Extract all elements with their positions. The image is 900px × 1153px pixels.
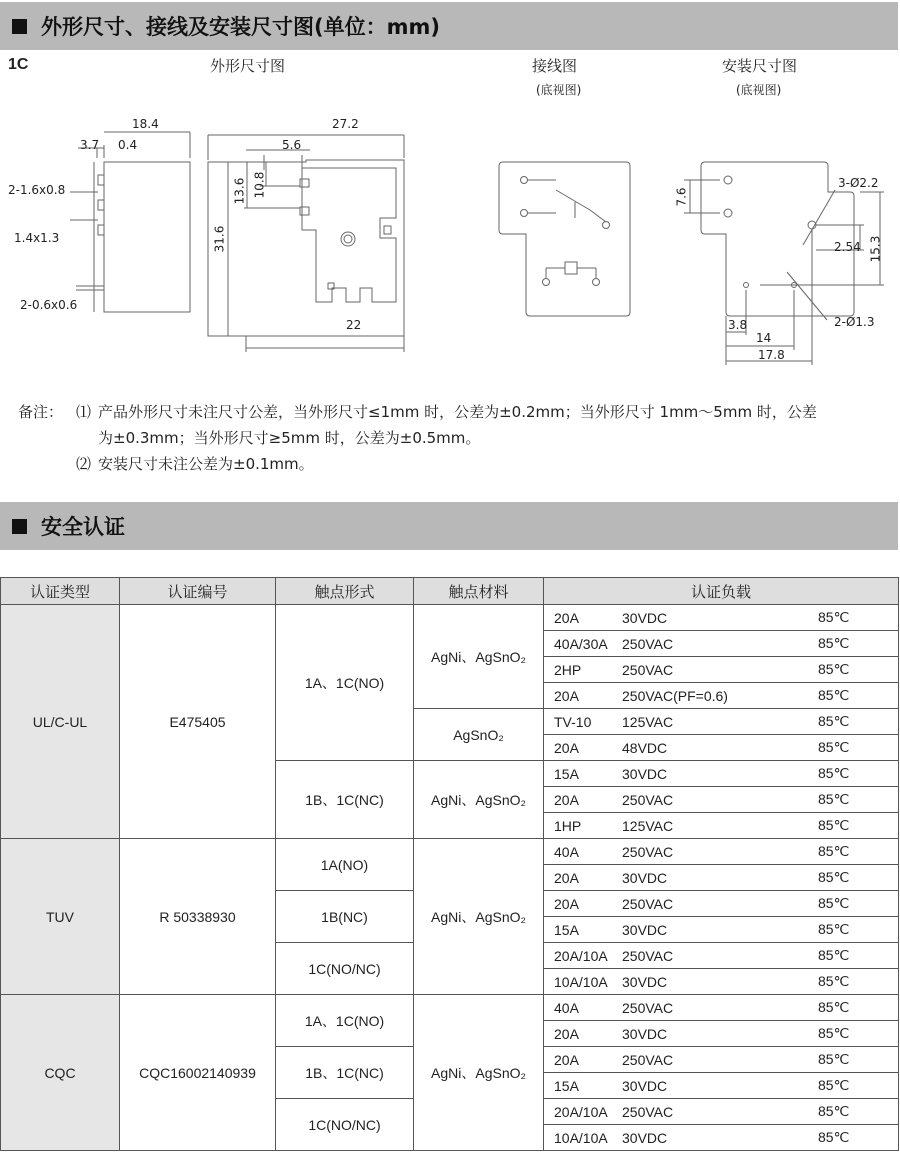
section-header-certification	[0, 502, 898, 550]
cert-number-tuv: R 50338930	[120, 839, 276, 995]
dim-label: 31.6	[212, 225, 227, 253]
dim-label: 0.4	[118, 138, 138, 152]
square-bullet-icon	[12, 19, 27, 34]
dim-label: 13.6	[232, 177, 247, 205]
note-number: ⑵	[76, 455, 92, 473]
contact-form: 1A、1C(NO)	[276, 605, 414, 761]
certification-table	[0, 577, 899, 1151]
load-cell: 20A 30VDC 85℃	[544, 605, 899, 631]
dim-label: 2-1.6x0.8	[8, 183, 66, 197]
load-cell: 20A 250VAC 85℃	[544, 787, 899, 813]
model-label: 1C	[8, 56, 29, 73]
load-cell: 20A 30VDC 85℃	[544, 865, 899, 891]
wiring-subtitle: (底视图)	[536, 83, 582, 97]
dim-label: 18.4	[132, 117, 159, 131]
contact-form: 1B、1C(NC)	[276, 761, 414, 839]
note-1-line-2: 为±0.3mm；当外形尺寸≥5mm 时，公差为±0.5mm。	[98, 429, 481, 447]
dim-label: 17.8	[758, 348, 785, 362]
contact-material: AgNi、AgSnO₂	[414, 605, 544, 709]
load-cell: 40A/30A 250VAC 85℃	[544, 631, 899, 657]
dim-label: 3.7	[80, 138, 100, 152]
load-cell: 10A/10A 30VDC 85℃	[544, 1125, 899, 1151]
load-cell: 20A 250VAC 85℃	[544, 891, 899, 917]
table-header-row	[1, 578, 899, 605]
load-cell: 40A 250VAC 85℃	[544, 839, 899, 865]
dim-label: 22	[346, 318, 362, 332]
notes-prefix: 备注：	[18, 403, 64, 421]
contact-form: 1A(NO)	[276, 839, 414, 891]
dim-label: 2.54	[834, 240, 861, 254]
wiring-outline	[499, 162, 630, 316]
mount-subtitle: (底视图)	[736, 83, 782, 97]
contact-form: 1B、1C(NC)	[276, 1047, 414, 1099]
mount-title: 安装尺寸图	[722, 57, 798, 75]
contact-material: AgNi、AgSnO₂	[414, 995, 544, 1151]
header-contact-material: 触点材料	[414, 578, 544, 605]
contact-form: 1A、1C(NO)	[276, 995, 414, 1047]
cert-type-cqc: CQC	[1, 995, 120, 1151]
square-bullet-icon	[12, 519, 27, 534]
contact-material: AgNi、AgSnO₂	[414, 839, 544, 995]
cert-type-tuv: TUV	[1, 839, 120, 995]
dim-label: 7.6	[674, 187, 689, 207]
dim-label: 2-Ø1.3	[834, 315, 875, 329]
header-cert-type: 认证类型	[1, 578, 120, 605]
mount-outline	[701, 162, 854, 316]
load-cell: 20A/10A 250VAC 85℃	[544, 943, 899, 969]
load-cell: 40A 250VAC 85℃	[544, 995, 899, 1021]
table-row	[1, 995, 899, 1021]
dim-label: 15.3	[868, 235, 883, 263]
cert-type-ul: UL/C-UL	[1, 605, 120, 839]
header-cert-load: 认证负载	[544, 578, 899, 605]
load-cell: 20A 250VAC 85℃	[544, 1047, 899, 1073]
side-view-body	[104, 162, 190, 312]
cert-number-cqc: CQC16002140939	[120, 995, 276, 1151]
load-cell: 15A 30VDC 85℃	[544, 917, 899, 943]
load-cell: 20A/10A 250VAC 85℃	[544, 1099, 899, 1125]
note-number: ⑴	[76, 403, 92, 421]
dim-label: 10.8	[252, 171, 267, 199]
load-cell: 20A 48VDC 85℃	[544, 735, 899, 761]
outline-title: 外形尺寸图	[210, 57, 286, 75]
contact-form: 1C(NO/NC)	[276, 943, 414, 995]
table-row	[1, 839, 899, 865]
dim-label: 2-0.6x0.6	[20, 298, 78, 312]
dim-label: 1.4x1.3	[14, 231, 60, 245]
wiring-title: 接线图	[532, 57, 578, 75]
dim-label: 14	[756, 331, 772, 345]
dim-label: 3.8	[728, 318, 748, 332]
load-cell: 15A 30VDC 85℃	[544, 1073, 899, 1099]
notes	[18, 399, 898, 477]
contact-material: AgNi、AgSnO₂	[414, 761, 544, 839]
section-title: 外形尺寸、接线及安装尺寸图(单位：mm)	[41, 15, 440, 39]
dim-label: 5.6	[282, 138, 302, 152]
dim-label: 3-Ø2.2	[838, 176, 879, 190]
dimension-drawings	[0, 50, 900, 380]
load-cell: 15A 30VDC 85℃	[544, 761, 899, 787]
cert-number-ul: E475405	[120, 605, 276, 839]
header-cert-number: 认证编号	[120, 578, 276, 605]
note-2: 安装尺寸未注公差为±0.1mm。	[98, 455, 314, 473]
contact-form: 1B(NC)	[276, 891, 414, 943]
load-cell: 10A/10A 30VDC 85℃	[544, 969, 899, 995]
load-cell: 1HP 125VAC 85℃	[544, 813, 899, 839]
dim-label: 27.2	[332, 117, 359, 131]
load-cell: 20A 30VDC 85℃	[544, 1021, 899, 1047]
contact-form: 1C(NO/NC)	[276, 1099, 414, 1151]
load-cell: 20A 250VAC(PF=0.6) 85℃	[544, 683, 899, 709]
load-cell: TV-10 125VAC 85℃	[544, 709, 899, 735]
section-title: 安全认证	[41, 515, 125, 539]
section-header-dimensions	[0, 2, 898, 50]
note-1-line-1: 产品外形尺寸未注尺寸公差，当外形尺寸≤1mm 时，公差为±0.2mm；当外形尺寸 1mm～5mm 时，公差	[98, 403, 817, 421]
header-contact-form: 触点形式	[276, 578, 414, 605]
table-row	[1, 605, 899, 631]
contact-material: AgSnO₂	[414, 709, 544, 761]
load-cell: 2HP 250VAC 85℃	[544, 657, 899, 683]
